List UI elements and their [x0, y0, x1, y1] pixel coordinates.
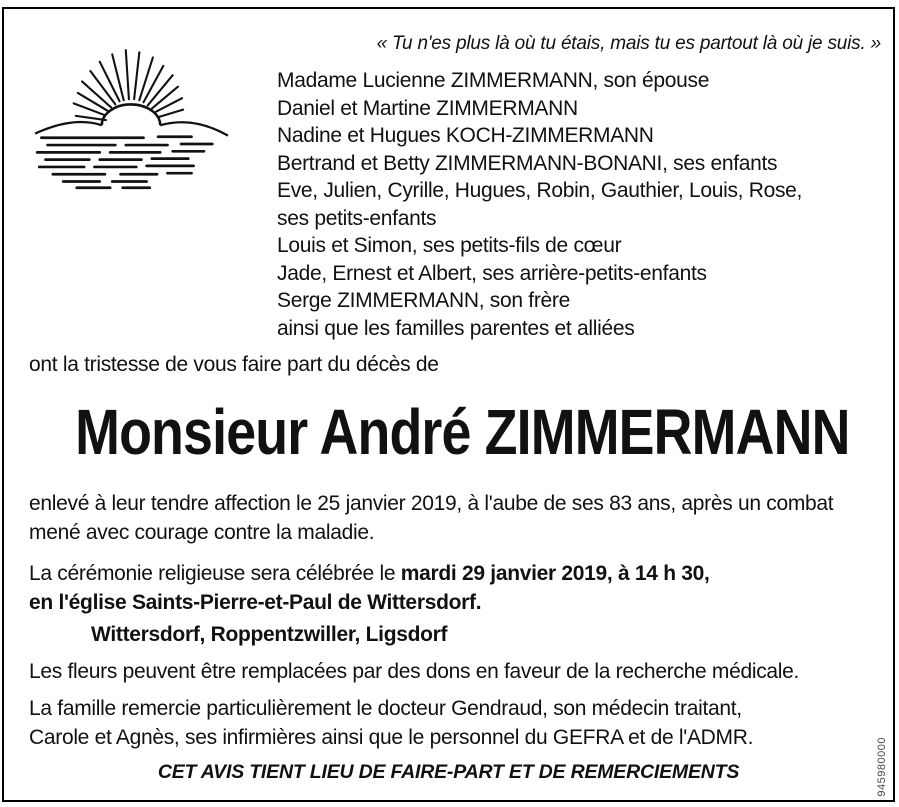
thanks-line: Carole et Agnès, ses infirmières ainsi que le personnel du GEFRA et de l'ADMR.	[29, 725, 754, 749]
flowers-notice: Les fleurs peuvent être remplacées par des dons en faveur de la recherche médicale.	[29, 660, 800, 683]
ceremony-location: en l'église Saints-Pierre-et-Paul de Wittersdorf.	[29, 590, 482, 614]
ceremony-info	[29, 560, 710, 617]
death-details	[29, 490, 833, 547]
ceremony-datetime: mardi 29 janvier 2019, à 14 h 30,	[400, 562, 710, 585]
family-line: Eve, Julien, Cyrille, Hugues, Robin, Gauthier, Louis, Rose,	[277, 179, 803, 202]
ceremony-prefix: La cérémonie religieuse sera célébrée le	[29, 562, 401, 585]
thanks-line: La famille remercie particulièrement le docteur Gendraud, son médecin traitant,	[29, 697, 742, 720]
family-line: ainsi que les familles parentes et alliées	[277, 316, 635, 340]
death-details-line: enlevé à leur tendre affection le 25 janvier 2019, à l'aube de ses 83 ans, après un combat	[29, 492, 834, 515]
family-line: Louis et Simon, ses petits-fils de cœur	[277, 234, 622, 257]
death-details-line: mené avec courage contre la maladie.	[29, 520, 375, 544]
family-list	[277, 67, 877, 342]
family-line: Jade, Ernest et Albert, ses arrière-petits-enfants	[277, 261, 707, 285]
family-line: Daniel et Martine ZIMMERMANN	[277, 96, 578, 120]
family-line: Nadine et Hugues KOCH-ZIMMERMANN	[277, 124, 654, 147]
sunrise-over-water-icon	[26, 21, 236, 193]
family-line: ses petits-enfants	[277, 206, 437, 230]
family-line: Bertrand et Betty ZIMMERMANN-BONANI, ses enfants	[277, 151, 778, 175]
notice-border-frame	[2, 7, 895, 802]
ceremony-line	[29, 589, 710, 618]
family-line: Madame Lucienne ZIMMERMANN, son épouse	[277, 69, 710, 92]
ceremony-line	[29, 560, 710, 589]
memorial-quote: « Tu n'es plus là où tu étais, mais tu es partout là où je suis. »	[376, 33, 881, 54]
family-thanks	[29, 695, 753, 752]
reference-number: 945980000	[876, 737, 888, 797]
family-line: Serge ZIMMERMANN, son frère	[277, 289, 570, 312]
communes-list: Wittersdorf, Roppentzwiller, Ligsdorf	[91, 623, 448, 646]
announcement-intro: ont la tristesse de vous faire part du décès de	[29, 353, 439, 376]
footer-notice: CET AVIS TIENT LIEU DE FAIRE-PART ET DE REMERCIEMENTS	[157, 761, 740, 783]
deceased-name: Monsieur André ZIMMERMANN	[75, 396, 850, 468]
